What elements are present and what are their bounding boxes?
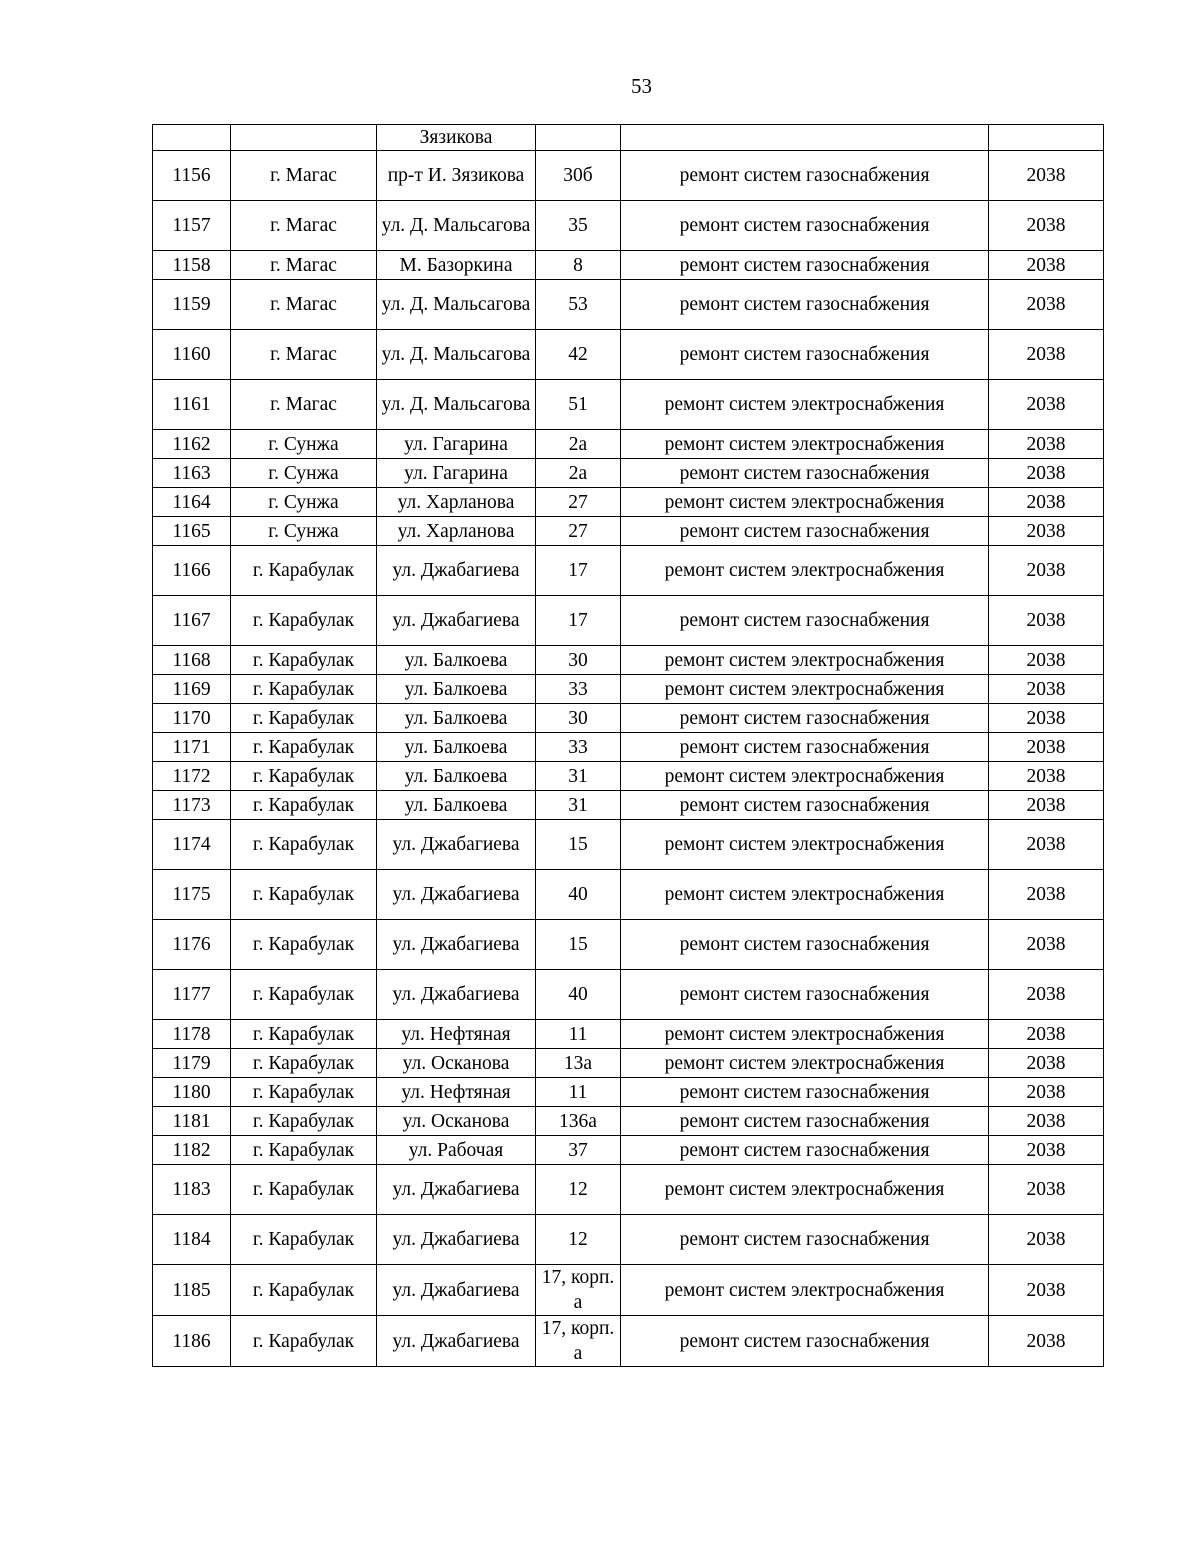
work-type-cell: ремонт систем газоснабжения <box>621 791 989 820</box>
table-row <box>153 646 1104 675</box>
row-number-cell: 1161 <box>153 380 231 430</box>
year-cell: 2038 <box>989 1265 1104 1316</box>
settlement-cell: г. Магас <box>231 151 377 201</box>
table-row <box>153 1107 1104 1136</box>
year-cell: 2038 <box>989 430 1104 459</box>
year-cell <box>989 125 1104 151</box>
table-row <box>153 1049 1104 1078</box>
house-number-cell: 33 <box>536 675 621 704</box>
house-number-cell: 13а <box>536 1049 621 1078</box>
year-cell: 2038 <box>989 1136 1104 1165</box>
street-cell: ул. Джабагиева <box>377 596 536 646</box>
settlement-cell: г. Сунжа <box>231 430 377 459</box>
year-cell: 2038 <box>989 459 1104 488</box>
table-row <box>153 459 1104 488</box>
table-row <box>153 970 1104 1020</box>
house-number-cell: 40 <box>536 970 621 1020</box>
house-number-cell: 37 <box>536 1136 621 1165</box>
house-number-cell: 30 <box>536 704 621 733</box>
table-row <box>153 330 1104 380</box>
year-cell: 2038 <box>989 1107 1104 1136</box>
year-cell: 2038 <box>989 762 1104 791</box>
street-cell: ул. Д. Мальсагова <box>377 280 536 330</box>
row-number-cell: 1162 <box>153 430 231 459</box>
work-type-cell: ремонт систем газоснабжения <box>621 970 989 1020</box>
work-type-cell: ремонт систем электроснабжения <box>621 870 989 920</box>
work-type-cell: ремонт систем газоснабжения <box>621 1215 989 1265</box>
work-type-cell: ремонт систем электроснабжения <box>621 1265 989 1316</box>
settlement-cell: г. Сунжа <box>231 488 377 517</box>
row-number-cell: 1166 <box>153 546 231 596</box>
street-cell: М. Базоркина <box>377 251 536 280</box>
settlement-cell: г. Карабулак <box>231 1049 377 1078</box>
work-type-cell: ремонт систем газоснабжения <box>621 704 989 733</box>
house-number-cell: 27 <box>536 488 621 517</box>
settlement-cell: г. Магас <box>231 330 377 380</box>
work-type-cell: ремонт систем электроснабжения <box>621 820 989 870</box>
settlement-cell: г. Сунжа <box>231 459 377 488</box>
house-number-cell: 53 <box>536 280 621 330</box>
settlement-cell: г. Карабулак <box>231 1215 377 1265</box>
row-number-cell: 1179 <box>153 1049 231 1078</box>
table-row <box>153 151 1104 201</box>
street-cell: ул. Харланова <box>377 488 536 517</box>
work-type-cell: ремонт систем электроснабжения <box>621 546 989 596</box>
table-row <box>153 1078 1104 1107</box>
year-cell: 2038 <box>989 646 1104 675</box>
table-row <box>153 125 1104 151</box>
table-row <box>153 1265 1104 1316</box>
table-row <box>153 280 1104 330</box>
work-type-cell: ремонт систем газоснабжения <box>621 459 989 488</box>
street-cell: ул. Осканова <box>377 1107 536 1136</box>
house-number-cell: 136а <box>536 1107 621 1136</box>
house-number-cell: 2а <box>536 459 621 488</box>
work-type-cell: ремонт систем электроснабжения <box>621 675 989 704</box>
row-number-cell: 1175 <box>153 870 231 920</box>
settlement-cell: г. Карабулак <box>231 920 377 970</box>
year-cell: 2038 <box>989 517 1104 546</box>
house-number-cell <box>536 125 621 151</box>
table-row <box>153 430 1104 459</box>
settlement-cell: г. Карабулак <box>231 1078 377 1107</box>
settlement-cell: г. Карабулак <box>231 675 377 704</box>
year-cell: 2038 <box>989 151 1104 201</box>
street-cell: Зязикова <box>377 125 536 151</box>
work-type-cell: ремонт систем газоснабжения <box>621 920 989 970</box>
year-cell: 2038 <box>989 733 1104 762</box>
settlement-cell: г. Карабулак <box>231 870 377 920</box>
row-number-cell: 1180 <box>153 1078 231 1107</box>
year-cell: 2038 <box>989 251 1104 280</box>
table-row <box>153 380 1104 430</box>
settlement-cell: г. Карабулак <box>231 820 377 870</box>
row-number-cell: 1165 <box>153 517 231 546</box>
work-type-cell: ремонт систем электроснабжения <box>621 1020 989 1049</box>
house-number-cell: 51 <box>536 380 621 430</box>
street-cell: ул. Гагарина <box>377 459 536 488</box>
year-cell: 2038 <box>989 1215 1104 1265</box>
row-number-cell: 1171 <box>153 733 231 762</box>
row-number-cell: 1185 <box>153 1265 231 1316</box>
row-number-cell <box>153 125 231 151</box>
settlement-cell: г. Магас <box>231 380 377 430</box>
house-number-cell: 42 <box>536 330 621 380</box>
row-number-cell: 1174 <box>153 820 231 870</box>
house-number-cell: 35 <box>536 201 621 251</box>
row-number-cell: 1168 <box>153 646 231 675</box>
work-type-cell: ремонт систем газоснабжения <box>621 251 989 280</box>
settlement-cell: г. Карабулак <box>231 1165 377 1215</box>
street-cell: ул. Джабагиева <box>377 1165 536 1215</box>
year-cell: 2038 <box>989 791 1104 820</box>
settlement-cell: г. Карабулак <box>231 1136 377 1165</box>
street-cell: ул. Харланова <box>377 517 536 546</box>
street-cell: ул. Джабагиева <box>377 820 536 870</box>
work-type-cell: ремонт систем газоснабжения <box>621 330 989 380</box>
table-row <box>153 704 1104 733</box>
work-type-cell: ремонт систем электроснабжения <box>621 762 989 791</box>
work-type-cell: ремонт систем электроснабжения <box>621 1165 989 1215</box>
table-row <box>153 820 1104 870</box>
settlement-cell: г. Магас <box>231 201 377 251</box>
settlement-cell: г. Магас <box>231 280 377 330</box>
row-number-cell: 1173 <box>153 791 231 820</box>
table-row <box>153 675 1104 704</box>
row-number-cell: 1177 <box>153 970 231 1020</box>
street-cell: ул. Джабагиева <box>377 1316 536 1367</box>
house-number-cell: 17, корп. а <box>536 1316 621 1367</box>
street-cell: ул. Джабагиева <box>377 546 536 596</box>
work-type-cell: ремонт систем газоснабжения <box>621 151 989 201</box>
row-number-cell: 1156 <box>153 151 231 201</box>
row-number-cell: 1184 <box>153 1215 231 1265</box>
table-row <box>153 1215 1104 1265</box>
settlement-cell: г. Карабулак <box>231 1020 377 1049</box>
street-cell: ул. Балкоева <box>377 675 536 704</box>
house-number-cell: 11 <box>536 1020 621 1049</box>
row-number-cell: 1157 <box>153 201 231 251</box>
year-cell: 2038 <box>989 330 1104 380</box>
row-number-cell: 1183 <box>153 1165 231 1215</box>
table-row <box>153 1316 1104 1367</box>
settlement-cell: г. Карабулак <box>231 596 377 646</box>
street-cell: ул. Осканова <box>377 1049 536 1078</box>
house-number-cell: 2а <box>536 430 621 459</box>
work-type-cell: ремонт систем газоснабжения <box>621 1078 989 1107</box>
row-number-cell: 1186 <box>153 1316 231 1367</box>
settlement-cell: г. Карабулак <box>231 970 377 1020</box>
year-cell: 2038 <box>989 280 1104 330</box>
street-cell: ул. Джабагиева <box>377 870 536 920</box>
table-row <box>153 762 1104 791</box>
settlement-cell: г. Карабулак <box>231 762 377 791</box>
work-type-cell: ремонт систем электроснабжения <box>621 430 989 459</box>
row-number-cell: 1169 <box>153 675 231 704</box>
street-cell: ул. Рабочая <box>377 1136 536 1165</box>
year-cell: 2038 <box>989 1165 1104 1215</box>
row-number-cell: 1170 <box>153 704 231 733</box>
table-row <box>153 488 1104 517</box>
house-number-cell: 17 <box>536 596 621 646</box>
street-cell: ул. Джабагиева <box>377 1265 536 1316</box>
row-number-cell: 1167 <box>153 596 231 646</box>
street-cell: ул. Балкоева <box>377 704 536 733</box>
settlement-cell: г. Магас <box>231 251 377 280</box>
year-cell: 2038 <box>989 1078 1104 1107</box>
table-row <box>153 546 1104 596</box>
work-type-cell <box>621 125 989 151</box>
table-row <box>153 870 1104 920</box>
settlement-cell: г. Карабулак <box>231 1265 377 1316</box>
settlement-cell: г. Карабулак <box>231 546 377 596</box>
street-cell: ул. Нефтяная <box>377 1020 536 1049</box>
street-cell: ул. Балкоева <box>377 733 536 762</box>
year-cell: 2038 <box>989 488 1104 517</box>
settlement-cell: г. Карабулак <box>231 704 377 733</box>
house-number-cell: 12 <box>536 1165 621 1215</box>
house-number-cell: 15 <box>536 820 621 870</box>
row-number-cell: 1158 <box>153 251 231 280</box>
work-type-cell: ремонт систем газоснабжения <box>621 1316 989 1367</box>
house-number-cell: 30 <box>536 646 621 675</box>
page-number: 53 <box>631 74 652 98</box>
settlement-cell: г. Сунжа <box>231 517 377 546</box>
house-number-cell: 27 <box>536 517 621 546</box>
street-cell: ул. Д. Мальсагова <box>377 201 536 251</box>
settlement-cell: г. Карабулак <box>231 791 377 820</box>
work-type-cell: ремонт систем газоснабжения <box>621 1107 989 1136</box>
table-row <box>153 517 1104 546</box>
house-number-cell: 33 <box>536 733 621 762</box>
table-row <box>153 596 1104 646</box>
year-cell: 2038 <box>989 920 1104 970</box>
work-type-cell: ремонт систем электроснабжения <box>621 1049 989 1078</box>
street-cell: ул. Гагарина <box>377 430 536 459</box>
house-number-cell: 30б <box>536 151 621 201</box>
year-cell: 2038 <box>989 970 1104 1020</box>
house-number-cell: 17, корп. а <box>536 1265 621 1316</box>
work-type-cell: ремонт систем газоснабжения <box>621 1136 989 1165</box>
street-cell: ул. Джабагиева <box>377 1215 536 1265</box>
year-cell: 2038 <box>989 870 1104 920</box>
work-type-cell: ремонт систем газоснабжения <box>621 733 989 762</box>
work-type-cell: ремонт систем электроснабжения <box>621 646 989 675</box>
year-cell: 2038 <box>989 820 1104 870</box>
repair-schedule-table <box>152 124 1104 1367</box>
house-number-cell: 15 <box>536 920 621 970</box>
house-number-cell: 8 <box>536 251 621 280</box>
row-number-cell: 1160 <box>153 330 231 380</box>
row-number-cell: 1163 <box>153 459 231 488</box>
work-type-cell: ремонт систем газоснабжения <box>621 517 989 546</box>
year-cell: 2038 <box>989 380 1104 430</box>
row-number-cell: 1159 <box>153 280 231 330</box>
work-type-cell: ремонт систем электроснабжения <box>621 488 989 517</box>
year-cell: 2038 <box>989 704 1104 733</box>
table-row <box>153 1020 1104 1049</box>
row-number-cell: 1176 <box>153 920 231 970</box>
street-cell: ул. Джабагиева <box>377 920 536 970</box>
table-row <box>153 251 1104 280</box>
year-cell: 2038 <box>989 1020 1104 1049</box>
year-cell: 2038 <box>989 675 1104 704</box>
street-cell: ул. Д. Мальсагова <box>377 330 536 380</box>
street-cell: ул. Нефтяная <box>377 1078 536 1107</box>
table-row <box>153 1165 1104 1215</box>
house-number-cell: 31 <box>536 791 621 820</box>
settlement-cell: г. Карабулак <box>231 1316 377 1367</box>
work-type-cell: ремонт систем электроснабжения <box>621 380 989 430</box>
year-cell: 2038 <box>989 546 1104 596</box>
year-cell: 2038 <box>989 1049 1104 1078</box>
house-number-cell: 12 <box>536 1215 621 1265</box>
street-cell: ул. Балкоева <box>377 791 536 820</box>
year-cell: 2038 <box>989 201 1104 251</box>
street-cell: ул. Д. Мальсагова <box>377 380 536 430</box>
row-number-cell: 1164 <box>153 488 231 517</box>
settlement-cell: г. Карабулак <box>231 1107 377 1136</box>
year-cell: 2038 <box>989 596 1104 646</box>
house-number-cell: 40 <box>536 870 621 920</box>
table-row <box>153 1136 1104 1165</box>
house-number-cell: 11 <box>536 1078 621 1107</box>
year-cell: 2038 <box>989 1316 1104 1367</box>
work-type-cell: ремонт систем газоснабжения <box>621 596 989 646</box>
work-type-cell: ремонт систем газоснабжения <box>621 280 989 330</box>
row-number-cell: 1182 <box>153 1136 231 1165</box>
table-row <box>153 733 1104 762</box>
table-row <box>153 791 1104 820</box>
table-body <box>153 125 1104 1367</box>
house-number-cell: 31 <box>536 762 621 791</box>
work-type-cell: ремонт систем газоснабжения <box>621 201 989 251</box>
settlement-cell <box>231 125 377 151</box>
street-cell: пр-т И. Зязикова <box>377 151 536 201</box>
row-number-cell: 1178 <box>153 1020 231 1049</box>
settlement-cell: г. Карабулак <box>231 646 377 675</box>
table-row <box>153 920 1104 970</box>
street-cell: ул. Джабагиева <box>377 970 536 1020</box>
street-cell: ул. Балкоева <box>377 646 536 675</box>
street-cell: ул. Балкоева <box>377 762 536 791</box>
table-row <box>153 201 1104 251</box>
row-number-cell: 1181 <box>153 1107 231 1136</box>
row-number-cell: 1172 <box>153 762 231 791</box>
settlement-cell: г. Карабулак <box>231 733 377 762</box>
house-number-cell: 17 <box>536 546 621 596</box>
